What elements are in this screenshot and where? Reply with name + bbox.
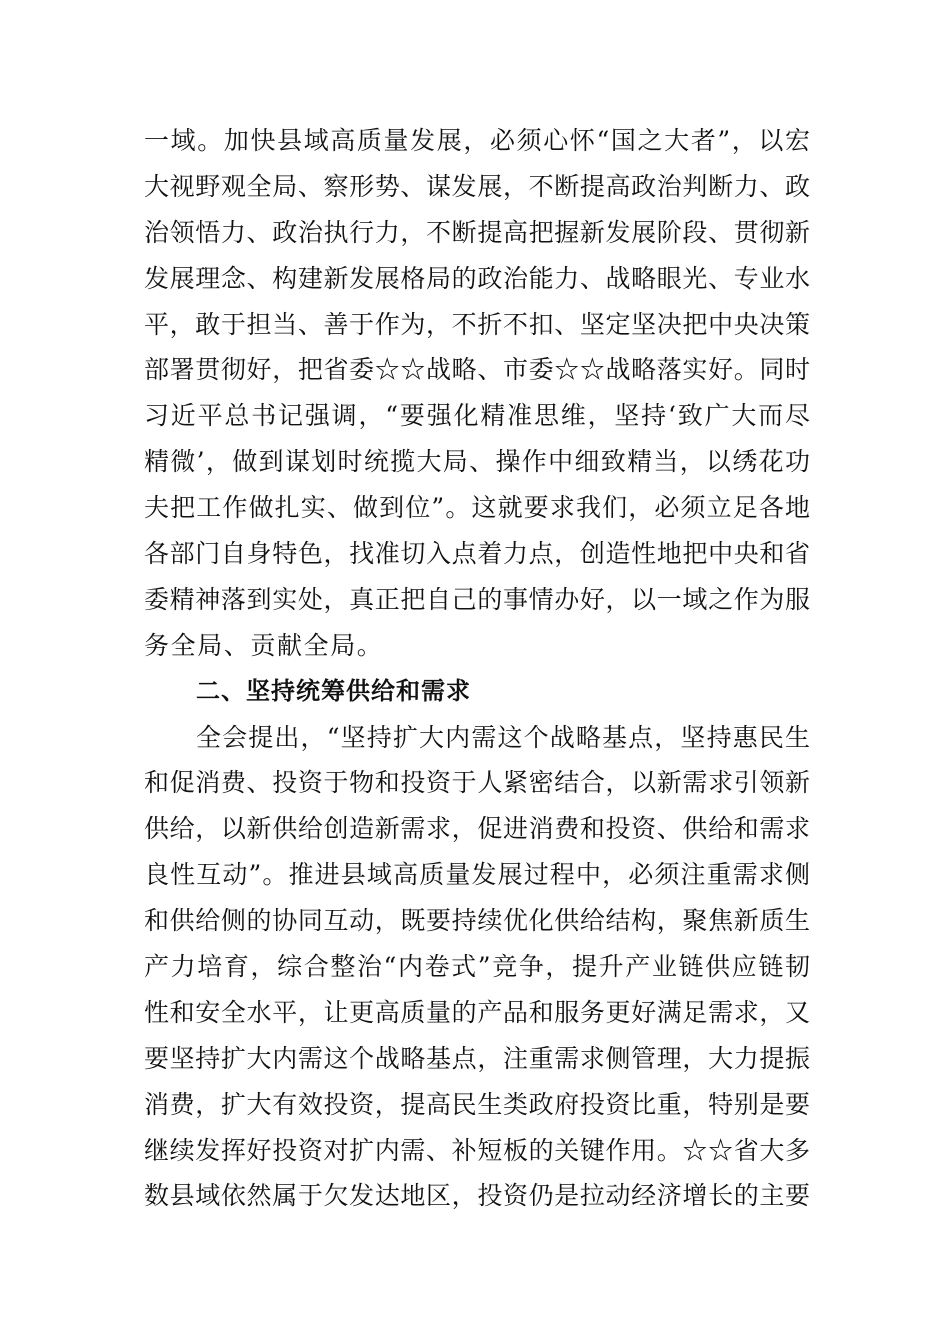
paragraph-1	[144, 118, 810, 669]
text-line: 和供给侧的协同互动，既要持续优化供给结构，聚焦新质生	[144, 906, 810, 936]
document-body	[144, 118, 810, 1219]
text-line: 和促消费、投资于物和投资于人紧密结合，以新需求引领新	[144, 768, 810, 798]
text-line: 性和安全水平，让更高质量的产品和服务更好满足需求，又	[144, 997, 810, 1027]
text-line: 委精神落到实处，真正把自己的事情办好，以一域之作为服	[144, 584, 810, 614]
text-line-first: 全会提出，“坚持扩大内需这个战略基点，坚持惠民生	[196, 722, 810, 752]
text-line: 消费，扩大有效投资，提高民生类政府投资比重，特别是要	[144, 1089, 810, 1119]
text-line: 精微’，做到谋划时统揽大局、操作中细致精当，以绣花功	[144, 447, 810, 477]
paragraph-2	[144, 715, 810, 1220]
text-line: 一域。加快县域高质量发展，必须心怀“国之大者”，以宏	[144, 126, 810, 155]
text-line: 各部门自身特色，找准切入点着力点，创造性地把中央和省	[144, 539, 810, 569]
text-line: 继续发挥好投资对扩内需、补短板的关键作用。☆☆省大多	[144, 1135, 810, 1165]
section-heading: 二、坚持统筹供给和需求	[196, 676, 471, 705]
text-line: 要坚持扩大内需这个战略基点，注重需求侧管理，大力提振	[144, 1043, 810, 1073]
text-line: 大视野观全局、察形势、谋发展，不断提高政治判断力、政	[144, 171, 810, 201]
text-line: 产力培育，综合整治“内卷式”竞争，提升产业链供应链韧	[144, 952, 810, 982]
text-line: 良性互动”。推进县域高质量发展过程中，必须注重需求侧	[144, 860, 810, 890]
text-line: 数县域依然属于欠发达地区，投资仍是拉动经济增长的主要	[144, 1181, 810, 1211]
text-line: 部署贯彻好，把省委☆☆战略、市委☆☆战略落实好。同时	[144, 355, 810, 385]
text-line-last: 务全局、贡献全局。	[144, 630, 384, 660]
text-line: 习近平总书记强调，“要强化精准思维，坚持‘致广大而尽	[144, 401, 810, 431]
text-line: 夫把工作做扎实、做到位”。这就要求我们，必须立足各地	[144, 493, 810, 523]
text-line: 供给，以新供给创造新需求，促进消费和投资、供给和需求	[144, 814, 810, 844]
text-line: 平，敢于担当、善于作为，不折不扣、坚定坚决把中央决策	[144, 309, 810, 339]
text-line: 治领悟力、政治执行力，不断提高把握新发展阶段、贯彻新	[144, 217, 810, 247]
text-line: 发展理念、构建新发展格局的政治能力、战略眼光、专业水	[144, 263, 810, 293]
